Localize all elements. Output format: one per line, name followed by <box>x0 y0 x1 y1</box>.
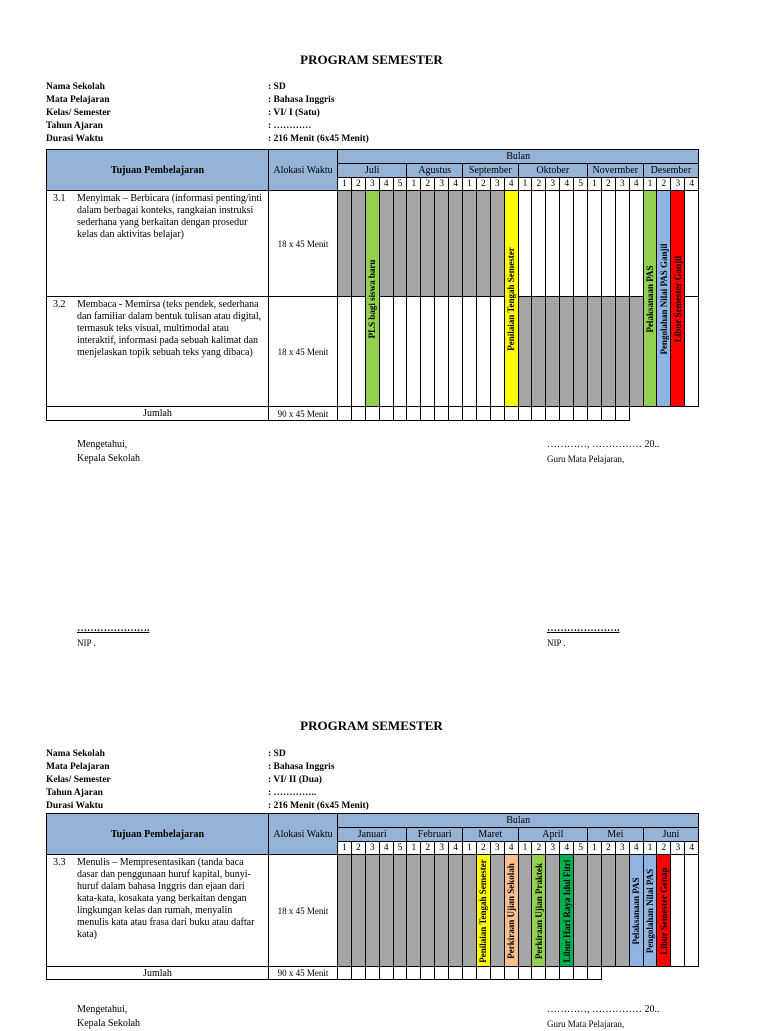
signature-name-placeholder: …………………. <box>547 623 620 634</box>
activity-cell <box>532 297 546 407</box>
empty-cell <box>546 191 560 297</box>
week-number: 2 <box>657 178 671 191</box>
activity-cell <box>574 297 588 407</box>
week-number: 1 <box>643 178 657 191</box>
activity-cell <box>476 191 490 297</box>
sign-left-bottom <box>77 622 150 650</box>
week-number: 3 <box>490 178 504 191</box>
week-number: 3 <box>365 178 379 191</box>
info-label: Kelas/ Semester <box>46 108 111 118</box>
empty-cell <box>490 967 504 980</box>
empty-cell <box>504 407 518 421</box>
week-number: 3 <box>615 842 629 855</box>
objective-number: 3.2 <box>53 299 66 310</box>
empty-cell <box>393 967 407 980</box>
header-bulan: Bulan <box>338 814 699 828</box>
activity-cell <box>546 297 560 407</box>
signature-name-placeholder: …………………. <box>77 623 150 634</box>
activity-cell <box>407 855 421 967</box>
week-number: 4 <box>504 178 518 191</box>
empty-cell <box>338 407 352 421</box>
month-header: Maret <box>463 828 519 842</box>
info-label: Kelas/ Semester <box>46 775 111 785</box>
activity-cell <box>546 855 560 967</box>
week-number: 5 <box>393 842 407 855</box>
header-alokasi: Alokasi Waktu <box>269 150 338 191</box>
sign-right-line1: …………, …………… 20.. <box>547 1004 660 1015</box>
page-title: PROGRAM SEMESTER <box>300 52 443 67</box>
activity-cell <box>407 191 421 297</box>
month-header: Oktober <box>518 164 587 178</box>
alokasi-cell: 18 x 45 Menit <box>269 297 338 407</box>
activity-cell <box>435 855 449 967</box>
week-number: 4 <box>379 178 393 191</box>
activity-cell <box>338 855 352 967</box>
week-number: 5 <box>393 178 407 191</box>
sign-left <box>77 1003 140 1031</box>
jumlah-value: 90 x 45 Menit <box>269 967 338 980</box>
info-label: Mata Pelajaran <box>46 762 110 772</box>
month-header: Mei <box>588 828 644 842</box>
alokasi-cell: 18 x 45 Menit <box>269 191 338 297</box>
week-number: 1 <box>588 842 602 855</box>
event-column <box>476 855 490 967</box>
activity-cell <box>463 191 477 297</box>
event-column <box>532 855 546 967</box>
week-number: 3 <box>435 178 449 191</box>
week-number: 4 <box>449 842 463 855</box>
jumlah-value: 90 x 45 Menit <box>269 407 338 421</box>
info-label: Durasi Waktu <box>46 134 104 144</box>
activity-cell <box>574 855 588 967</box>
info-value: : Bahasa Inggris <box>268 762 335 772</box>
empty-cell <box>421 297 435 407</box>
empty-cell <box>463 297 477 407</box>
empty-cell <box>463 407 477 421</box>
event-column <box>643 855 657 967</box>
activity-cell <box>379 191 393 297</box>
week-number: 1 <box>338 842 352 855</box>
event-column <box>657 855 671 967</box>
empty-cell <box>338 297 352 407</box>
nip-label: NIP . <box>77 638 96 648</box>
empty-cell <box>560 967 574 980</box>
jumlah-label: Jumlah <box>47 967 269 980</box>
objective-cell <box>47 855 269 967</box>
empty-cell <box>379 407 393 421</box>
empty-cell <box>560 407 574 421</box>
empty-cell <box>504 967 518 980</box>
week-number: 4 <box>560 842 574 855</box>
empty-cell <box>351 967 365 980</box>
empty-cell <box>421 407 435 421</box>
week-number: 4 <box>379 842 393 855</box>
activity-cell <box>490 855 504 967</box>
empty-cell <box>407 407 421 421</box>
info-label: Nama Sekolah <box>46 749 105 759</box>
empty-cell <box>449 297 463 407</box>
week-number: 2 <box>601 178 615 191</box>
activity-cell <box>615 855 629 967</box>
week-number: 1 <box>407 842 421 855</box>
empty-cell <box>351 407 365 421</box>
sign-left-line2: Kepala Sekolah <box>77 453 141 464</box>
empty-cell <box>365 967 379 980</box>
empty-cell <box>546 967 560 980</box>
sign-right-bottom <box>547 622 620 650</box>
activity-cell <box>351 191 365 297</box>
sign-left-line1: Mengetahui, <box>77 439 128 450</box>
info-label: Tahun Ajaran <box>46 121 103 131</box>
school-info <box>46 81 406 146</box>
week-number: 1 <box>518 178 532 191</box>
week-number: 2 <box>532 842 546 855</box>
sign-left <box>77 438 140 466</box>
page-title: PROGRAM SEMESTER <box>300 718 443 733</box>
empty-cell <box>393 297 407 407</box>
week-number: 4 <box>449 178 463 191</box>
activity-cell <box>351 855 365 967</box>
empty-cell <box>574 967 588 980</box>
week-number: 2 <box>351 842 365 855</box>
month-header: Januari <box>338 828 407 842</box>
activity-cell <box>463 855 477 967</box>
empty-cell <box>449 407 463 421</box>
empty-cell <box>615 407 629 421</box>
objective-text: Menyimak – Berbicara (informasi penting/inti dalam berbagai konteks, rangkaian instruksi sederhana yang berkaitan dengan prosedur kelas dan aktivitas belajar) <box>77 193 262 240</box>
empty-cell <box>574 407 588 421</box>
month-header: Juli <box>338 164 407 178</box>
event-label: Libur Hari Raya Idul Fitri <box>561 859 572 962</box>
empty-cell <box>379 967 393 980</box>
activity-cell <box>588 297 602 407</box>
objective-text: Menulis – Mempresentasikan (tanda baca dasar dan penggunaan huruf kapital, bunyi-huruf dalam bahasa Inggris dan ejaan dari kata-kata, kosakata yang berkaitan dengan lingkungan kelas dan rumah, menyalin menulis kata atau frasa dari buku atau daftar kata) <box>77 857 255 940</box>
empty-cell <box>407 967 421 980</box>
week-number: 1 <box>407 178 421 191</box>
info-value: : ………… <box>268 121 312 131</box>
empty-cell <box>435 407 449 421</box>
empty-cell <box>351 297 365 407</box>
activity-cell <box>421 191 435 297</box>
empty-cell <box>518 407 532 421</box>
week-number: 4 <box>629 178 643 191</box>
event-label: Libur Semester Genap <box>658 866 669 955</box>
activity-cell <box>601 855 615 967</box>
empty-cell <box>449 967 463 980</box>
info-value: : ………….. <box>268 788 317 798</box>
event-column <box>504 855 518 967</box>
header-tujuan: Tujuan Pembelajaran <box>47 150 269 191</box>
activity-cell <box>393 191 407 297</box>
activity-cell <box>435 191 449 297</box>
info-value: : SD <box>268 749 286 759</box>
schedule-table <box>46 813 699 980</box>
objective-number: 3.1 <box>53 193 66 204</box>
empty-cell <box>601 191 615 297</box>
empty-cell <box>671 855 685 967</box>
empty-cell <box>518 967 532 980</box>
info-value: : VI/ I (Satu) <box>268 108 320 118</box>
sign-left-line1: Mengetahui, <box>77 1004 128 1015</box>
event-label: Penilaian Tengah Semester <box>478 858 489 963</box>
info-value: : VI/ II (Dua) <box>268 775 322 785</box>
empty-cell <box>588 191 602 297</box>
empty-cell <box>490 297 504 407</box>
empty-cell <box>615 191 629 297</box>
nip-label: NIP . <box>547 638 566 648</box>
empty-cell <box>574 191 588 297</box>
week-number: 2 <box>421 178 435 191</box>
info-value: : 216 Menit (6x45 Menit) <box>268 801 369 811</box>
empty-cell <box>490 407 504 421</box>
month-header: April <box>518 828 587 842</box>
week-number: 4 <box>560 178 574 191</box>
empty-cell <box>532 407 546 421</box>
week-number: 1 <box>643 842 657 855</box>
week-number: 1 <box>463 178 477 191</box>
activity-cell <box>393 855 407 967</box>
activity-cell <box>490 191 504 297</box>
empty-cell <box>685 297 699 407</box>
event-column <box>629 855 643 967</box>
week-number: 5 <box>574 842 588 855</box>
event-label: Pengolahan Nilai PAS <box>645 868 656 953</box>
objective-text: Membaca - Memirsa (teks pendek, sederhana dan familiar dalam bentuk tulisan atau digital, termasuk teks visual, multimodal atau interaktif, informasi pada sebuah kalimat dan menjelaskan topik sebuah teks yang dibaca) <box>77 299 262 358</box>
event-column <box>671 191 685 407</box>
activity-cell <box>379 855 393 967</box>
week-number: 3 <box>435 842 449 855</box>
week-number: 2 <box>351 178 365 191</box>
week-number: 1 <box>518 842 532 855</box>
info-label: Durasi Waktu <box>46 801 104 811</box>
week-number: 4 <box>504 842 518 855</box>
header-alokasi: Alokasi Waktu <box>269 814 338 855</box>
empty-cell <box>379 297 393 407</box>
empty-cell <box>685 855 699 967</box>
week-number: 4 <box>685 842 699 855</box>
event-column <box>365 191 379 407</box>
event-label: Libur Semester Ganjil <box>672 255 683 342</box>
event-label: Perkiraan Ujian Praktek <box>533 862 544 959</box>
event-column <box>643 191 657 407</box>
week-number: 2 <box>532 178 546 191</box>
sign-right <box>547 438 660 466</box>
jumlah-label: Jumlah <box>47 407 269 421</box>
empty-cell <box>421 967 435 980</box>
week-number: 2 <box>657 842 671 855</box>
event-label: Pengolahan Nilai PAS Ganjil <box>658 242 669 355</box>
alokasi-cell: 18 x 45 Menit <box>269 855 338 967</box>
info-label: Tahun Ajaran <box>46 788 103 798</box>
empty-cell <box>601 407 615 421</box>
empty-cell <box>629 191 643 297</box>
empty-cell <box>532 967 546 980</box>
activity-cell <box>560 297 574 407</box>
activity-cell <box>588 855 602 967</box>
event-label: Pelaksanaan PAS <box>645 264 656 333</box>
month-header: Agustus <box>407 164 463 178</box>
empty-cell <box>476 967 490 980</box>
info-value: : Bahasa Inggris <box>268 95 335 105</box>
week-number: 1 <box>463 842 477 855</box>
week-number: 2 <box>421 842 435 855</box>
week-number: 2 <box>476 842 490 855</box>
week-number: 3 <box>546 842 560 855</box>
info-value: : SD <box>268 82 286 92</box>
week-number: 3 <box>490 842 504 855</box>
empty-cell <box>476 407 490 421</box>
info-label: Nama Sekolah <box>46 82 105 92</box>
header-tujuan: Tujuan Pembelajaran <box>47 814 269 855</box>
empty-cell <box>463 967 477 980</box>
week-number: 2 <box>601 842 615 855</box>
activity-cell <box>615 297 629 407</box>
schedule-table <box>46 149 699 421</box>
school-info <box>46 748 406 813</box>
empty-cell <box>338 967 352 980</box>
month-header: Desember <box>643 164 699 178</box>
info-label: Mata Pelajaran <box>46 95 110 105</box>
event-label: PLS bagi siswa baru <box>367 259 378 338</box>
event-column <box>504 191 518 407</box>
empty-cell <box>560 191 574 297</box>
empty-cell <box>476 297 490 407</box>
activity-cell <box>629 297 643 407</box>
week-number: 3 <box>546 178 560 191</box>
activity-cell <box>421 855 435 967</box>
empty-cell <box>532 191 546 297</box>
event-label: Penilaian Tengah Semester <box>506 246 517 351</box>
event-column <box>560 855 574 967</box>
month-header: Novermber <box>588 164 644 178</box>
objective-cell <box>47 191 269 297</box>
activity-cell <box>518 855 532 967</box>
activity-cell <box>601 297 615 407</box>
week-number: 5 <box>574 178 588 191</box>
week-number: 2 <box>476 178 490 191</box>
week-number: 3 <box>671 842 685 855</box>
event-label: Pelaksanaan PAS <box>631 876 642 945</box>
empty-cell <box>546 407 560 421</box>
activity-cell <box>365 855 379 967</box>
empty-cell <box>518 191 532 297</box>
week-number: 3 <box>365 842 379 855</box>
sign-right <box>547 1003 660 1031</box>
activity-cell <box>518 297 532 407</box>
empty-cell <box>435 297 449 407</box>
empty-cell <box>365 407 379 421</box>
week-number: 4 <box>685 178 699 191</box>
header-bulan: Bulan <box>338 150 699 164</box>
objective-number: 3.3 <box>53 857 66 868</box>
month-header: Februari <box>407 828 463 842</box>
sign-right-line2: Guru Mata Pelajaran, <box>547 1019 625 1029</box>
empty-cell <box>685 191 699 297</box>
empty-cell <box>435 967 449 980</box>
empty-cell <box>588 407 602 421</box>
week-number: 1 <box>338 178 352 191</box>
sign-right-line2: Guru Mata Pelajaran, <box>547 454 625 464</box>
activity-cell <box>449 855 463 967</box>
activity-cell <box>449 191 463 297</box>
week-number: 3 <box>615 178 629 191</box>
event-column <box>657 191 671 407</box>
event-label: Perkiraan Ujian Sekolah <box>506 862 517 959</box>
week-number: 1 <box>588 178 602 191</box>
sign-right-line1: …………, …………… 20.. <box>547 439 660 450</box>
empty-cell <box>407 297 421 407</box>
sign-left-line2: Kepala Sekolah <box>77 1018 141 1029</box>
activity-cell <box>338 191 352 297</box>
info-value: : 216 Menit (6x45 Menit) <box>268 134 369 144</box>
empty-cell <box>588 967 602 980</box>
objective-cell <box>47 297 269 407</box>
month-header: Juni <box>643 828 699 842</box>
month-header: September <box>463 164 519 178</box>
week-number: 3 <box>671 178 685 191</box>
empty-cell <box>393 407 407 421</box>
week-number: 4 <box>629 842 643 855</box>
